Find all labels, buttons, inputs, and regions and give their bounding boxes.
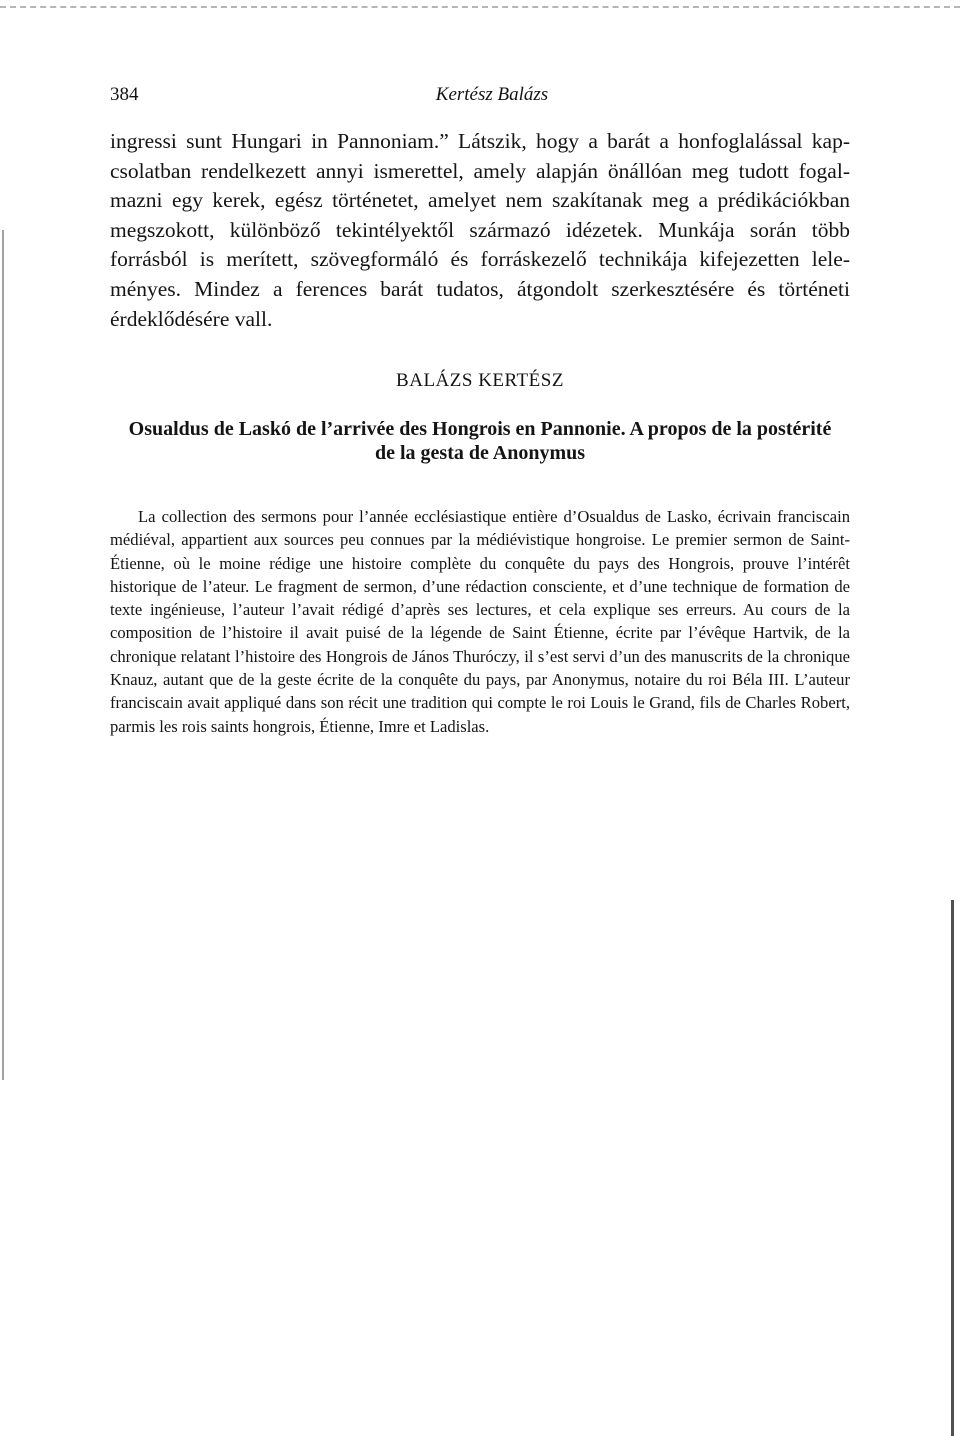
summary-author: BALÁZS KERTÉSZ bbox=[396, 370, 564, 391]
running-title: Kertész Balázs bbox=[435, 84, 549, 105]
summary-title-line-2: de la gesta de Anonymus bbox=[374, 442, 586, 464]
body-paragraph: ingressi sunt Hungari in Pannoniam.” Látszik, hogy a barát a honfoglalással kapcsolatban rendelkezett annyi ismerettel, amely alapján önállóan meg tudott fogalmazni egy kerek, egész történetet, amelyet nem szakítanak meg a prédikációkban megszokott, különböző tekintélyektől származó idézetek. Munkája során több forrásból is merített, szövegformáló és forráskezelő technikája kifejezetten leleményes. Mindez a ferences barát tudatos, átgondolt szerkesztésére és történeti érdeklődésére vall. bbox=[110, 129, 850, 331]
running-header bbox=[110, 84, 850, 110]
summary-title-line-1: Osualdus de Laskó de l’arrivée des Hongrois en Pannonie. A propos de la postérité bbox=[128, 418, 832, 440]
scan-left-margin-artifact bbox=[2, 230, 4, 1080]
scan-right-margin-artifact bbox=[951, 900, 954, 1436]
scan-edge-artifact bbox=[0, 6, 960, 8]
summary-title bbox=[110, 417, 850, 465]
summary-abstract: La collection des sermons pour l’année ecclésiastique entière d’Osualdus de Lasko, écrivain franciscain médiéval, appartient aux sources peu connues par la médiévistique hongroise. Le premier sermon de Saint-Étienne, où le moine rédige une histoire complète du conquête du pays des Hongrois, prouve l’intérêt historique de l’ateur. Le fragment de sermon, d’une rédaction consciente, et d’une technique de formation de texte ingénieuse, l’auteur l’avait rédigé d’après ses lectures, et cela explique ses erreurs. Au cours de la composition de l’histoire il avait puisé de la légende de Saint Étienne, écrite par l’évêque Hartvik, de la chronique relatant l’histoire des Hongrois de János Thuróczy, il s’est servi d’un des manuscrits de la chronique Knauz, autant que de la geste écrite de la conquête du pays, par Anonymus, notaire du roi Béla III. L’auteur franciscain avait appliqué dans son récit une tradition qui compte le roi Louis le Grand, fils de Charles Robert, parmis les rois saints hongrois, Étienne, Imre et Ladislas. bbox=[110, 507, 850, 736]
page-number: 384 bbox=[110, 84, 139, 105]
